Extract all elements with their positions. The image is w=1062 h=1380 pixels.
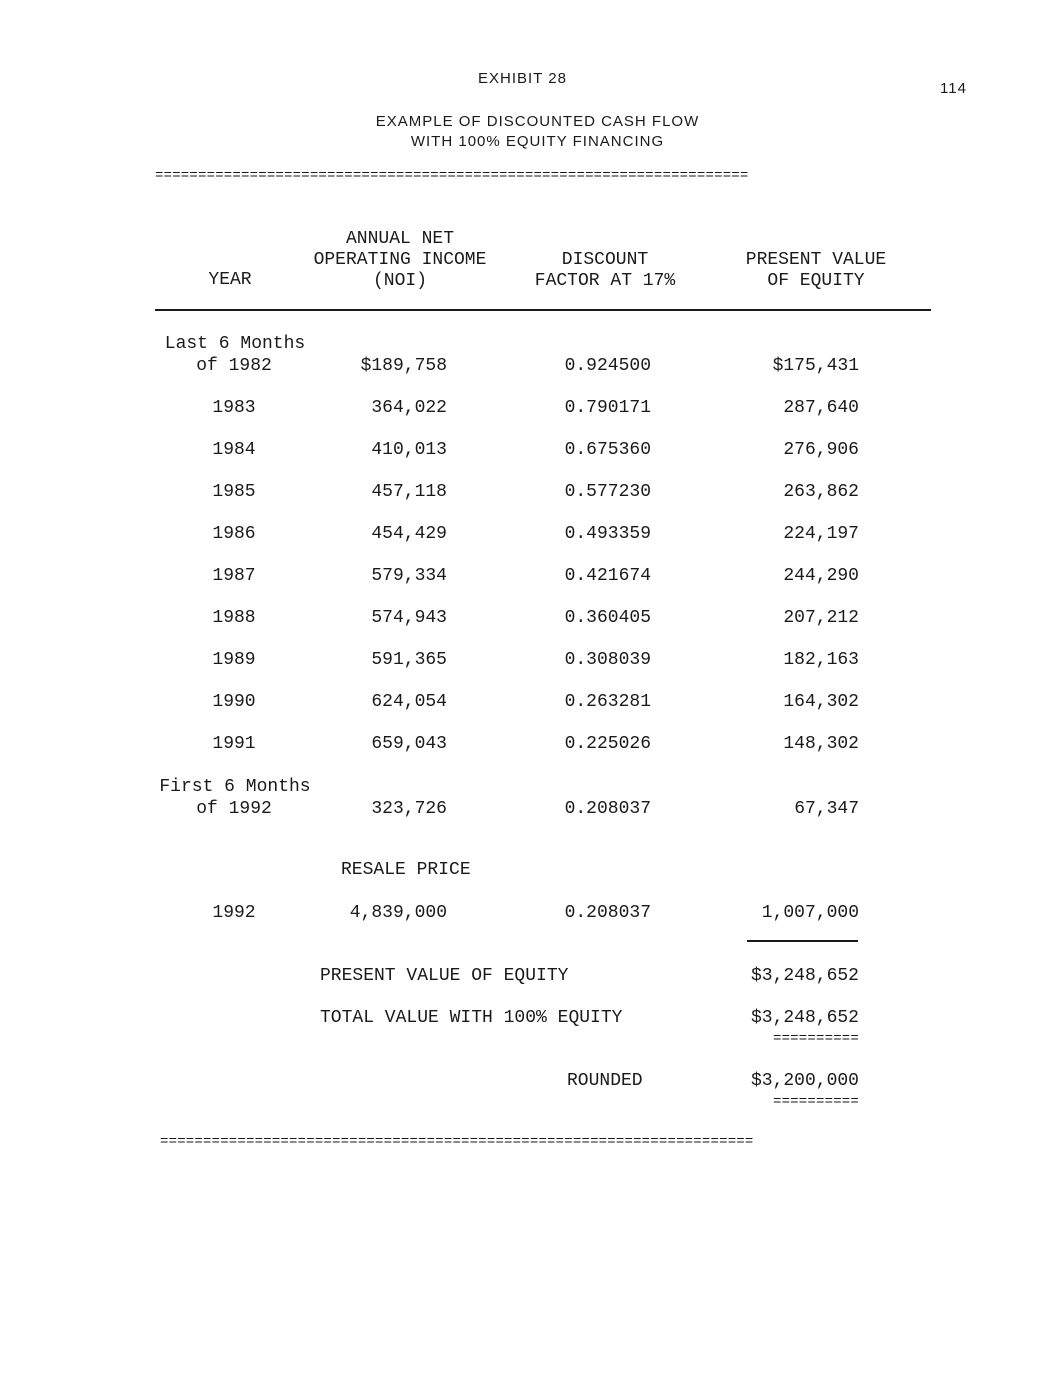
row-noi: $189,758 [360, 356, 447, 376]
row-year: of 1992 [196, 799, 272, 819]
row-noi: 659,043 [371, 734, 447, 754]
row-discount-factor: 0.225026 [564, 734, 651, 754]
column-header-discount-line2: FACTOR AT 17% [534, 271, 676, 291]
row-present-value: 263,862 [783, 482, 859, 502]
row-discount-factor: 0.308039 [564, 650, 651, 670]
row-year: 1986 [212, 524, 256, 544]
row-discount-factor: 0.493359 [564, 524, 651, 544]
row-present-value: 244,290 [783, 566, 859, 586]
row-present-value: 224,197 [783, 524, 859, 544]
header-rule [155, 309, 931, 311]
row-noi: 454,429 [371, 524, 447, 544]
row-present-value: 67,347 [794, 799, 859, 819]
present-value-of-equity-label: PRESENT VALUE OF EQUITY [320, 966, 569, 986]
row-noi: 410,013 [371, 440, 447, 460]
title-line-2: WITH 100% EQUITY FINANCING [410, 133, 665, 150]
row-year: 1985 [212, 482, 256, 502]
row-present-value: 276,906 [783, 440, 859, 460]
row-year: 1988 [212, 608, 256, 628]
row-discount-factor: 0.208037 [564, 799, 651, 819]
row-year: 1983 [212, 398, 256, 418]
rounded-value: $3,200,000 [750, 1071, 859, 1091]
bottom-double-rule: ===================================================================== [160, 1134, 754, 1150]
row-discount-factor: 0.675360 [564, 440, 651, 460]
row-present-value: 182,163 [783, 650, 859, 670]
resale-year: 1992 [212, 903, 256, 923]
row-noi: 624,054 [371, 692, 447, 712]
column-header-noi [300, 229, 500, 292]
row-year-label: First 6 Months [159, 777, 311, 797]
resale-present-value: 1,007,000 [761, 903, 859, 923]
row-present-value: 164,302 [783, 692, 859, 712]
row-discount-factor: 0.263281 [564, 692, 651, 712]
row-discount-factor: 0.924500 [564, 356, 651, 376]
page-number: 114 [940, 80, 967, 97]
rounded-double-rule: ========== [772, 1094, 859, 1110]
column-header-year: YEAR [208, 270, 252, 290]
present-value-of-equity-value: $3,248,652 [750, 966, 859, 986]
row-present-value: 287,640 [783, 398, 859, 418]
resale-label: RESALE PRICE [341, 860, 471, 880]
title-line-1: EXAMPLE OF DISCOUNTED CASH FLOW [375, 113, 700, 130]
row-present-value: $175,431 [772, 356, 859, 376]
exhibit-label: EXHIBIT 28 [478, 70, 567, 87]
column-header-discount [505, 250, 705, 292]
rounded-label: ROUNDED [567, 1071, 643, 1091]
row-present-value: 207,212 [783, 608, 859, 628]
row-year: 1990 [212, 692, 256, 712]
row-year: 1991 [212, 734, 256, 754]
row-year: 1989 [212, 650, 256, 670]
row-year: 1987 [212, 566, 256, 586]
row-noi: 591,365 [371, 650, 447, 670]
row-discount-factor: 0.360405 [564, 608, 651, 628]
column-header-pv-line1: PRESENT VALUE [745, 250, 887, 270]
column-header-noi-line1: ANNUAL NET [345, 229, 455, 249]
column-header-present-value [716, 250, 916, 292]
row-discount-factor: 0.577230 [564, 482, 651, 502]
row-year: 1984 [212, 440, 256, 460]
row-year: of 1982 [196, 356, 272, 376]
column-header-pv-line2: OF EQUITY [767, 271, 865, 291]
row-year-label: Last 6 Months [164, 334, 306, 354]
row-noi: 457,118 [371, 482, 447, 502]
row-noi: 574,943 [371, 608, 447, 628]
resale-price: 4,839,000 [349, 903, 447, 923]
row-discount-factor: 0.421674 [564, 566, 651, 586]
column-header-noi-line2: OPERATING INCOME [313, 250, 487, 270]
total-double-rule: ========== [772, 1031, 859, 1047]
row-noi: 323,726 [371, 799, 447, 819]
row-noi: 579,334 [371, 566, 447, 586]
top-double-rule: ===================================================================== [155, 168, 749, 184]
row-present-value: 148,302 [783, 734, 859, 754]
row-discount-factor: 0.790171 [564, 398, 651, 418]
row-noi: 364,022 [371, 398, 447, 418]
column-header-discount-line1: DISCOUNT [561, 250, 649, 270]
total-value-value: $3,248,652 [750, 1008, 859, 1028]
sum-rule [747, 940, 858, 942]
total-value-label: TOTAL VALUE WITH 100% EQUITY [320, 1008, 623, 1028]
resale-factor: 0.208037 [564, 903, 651, 923]
column-header-noi-line3: (NOI) [372, 271, 427, 291]
